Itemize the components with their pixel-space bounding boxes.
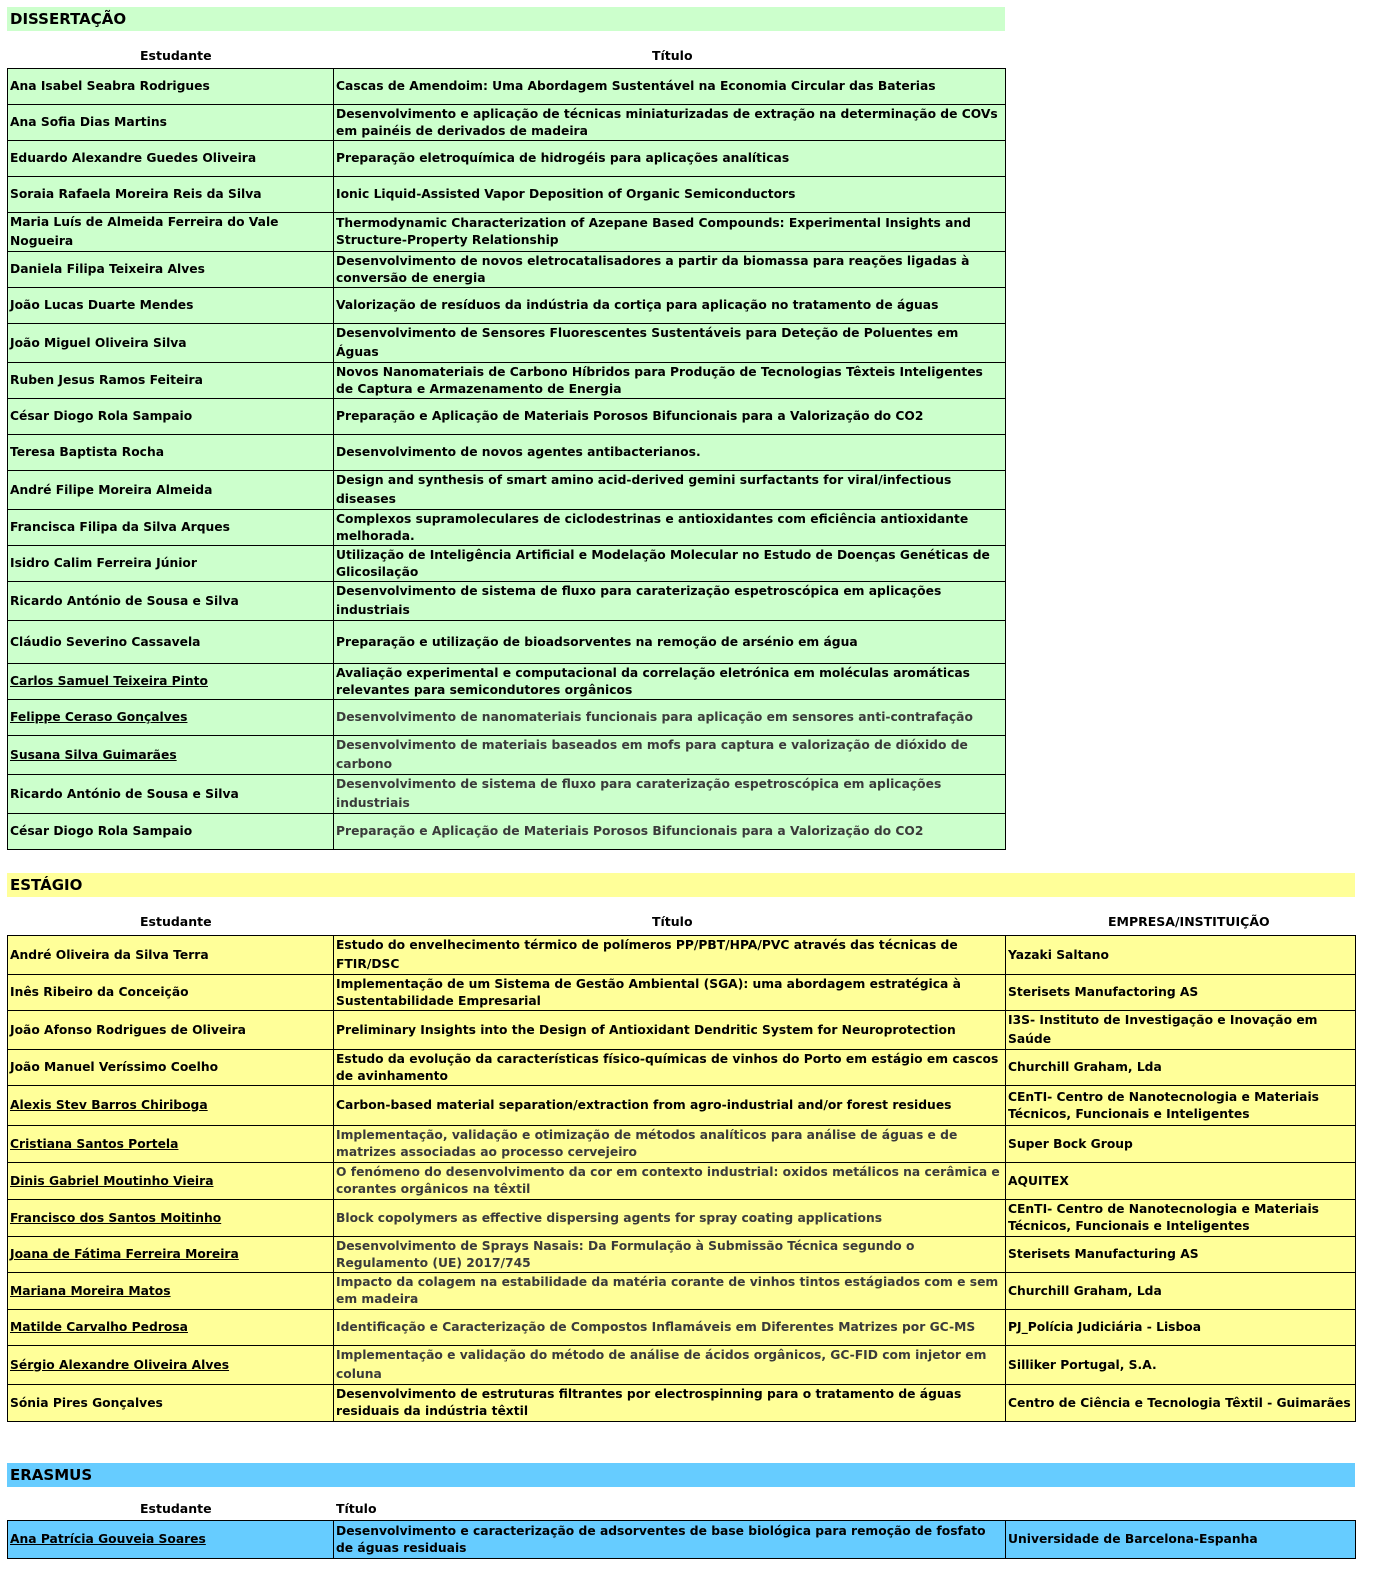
- table-row: [8, 1346, 1356, 1385]
- table-row: [8, 546, 1006, 582]
- table-row: [8, 324, 1006, 363]
- student-name: João Manuel Veríssimo Coelho: [8, 1050, 334, 1086]
- table-row: [8, 1163, 1356, 1200]
- company-name: AQUITEX: [1006, 1163, 1356, 1200]
- header-estudante: Estudante: [140, 48, 212, 63]
- table-row: [8, 700, 1006, 736]
- company-name: Centro de Ciência e Tecnologia Têxtil - Guimarães: [1006, 1385, 1356, 1422]
- student-name-link[interactable]: Susana Silva Guimarães: [8, 736, 334, 775]
- student-name: Ana Isabel Seabra Rodrigues: [8, 69, 334, 105]
- student-name: Daniela Filipa Teixeira Alves: [8, 252, 334, 288]
- table-row: [8, 736, 1006, 775]
- erasmus-table: [7, 1520, 1356, 1559]
- table-row: [8, 510, 1006, 546]
- thesis-title: Desenvolvimento de nanomateriais funcionais para aplicação em sensores anti-contrafação: [334, 700, 1006, 736]
- company-name: Super Bock Group: [1006, 1126, 1356, 1163]
- section-title-erasmus: ERASMUS: [7, 1463, 1355, 1487]
- thesis-title: Design and synthesis of smart amino acid-derived gemini surfactants for viral/infectious diseases: [334, 471, 1006, 510]
- thesis-title: Preparação e Aplicação de Materiais Porosos Bifuncionais para a Valorização do CO2: [334, 814, 1006, 850]
- thesis-title: Thermodynamic Characterization of Azepane Based Compounds: Experimental Insights and Structure-Property Relationship: [334, 213, 1006, 252]
- table-row: [8, 1310, 1356, 1346]
- thesis-title: Novos Nanomateriais de Carbono Híbridos para Produção de Tecnologias Têxteis Inteligentes de Captura e Armazenamento de Energia: [334, 363, 1006, 399]
- company-name: Sterisets Manufacturing AS: [1006, 1237, 1356, 1273]
- thesis-title: Desenvolvimento de Sensores Fluorescentes Sustentáveis para Deteção de Poluentes em Águas: [334, 324, 1006, 363]
- student-name: André Filipe Moreira Almeida: [8, 471, 334, 510]
- thesis-title: Desenvolvimento de sistema de fluxo para caraterização espetroscópica em aplicações industriais: [334, 775, 1006, 814]
- header-titulo: Título: [652, 914, 693, 929]
- student-name-link[interactable]: Ana Patrícia Gouveia Soares: [8, 1521, 334, 1559]
- table-row: [8, 105, 1006, 141]
- header-empresa: EMPRESA/INSTITUIÇÃO: [1108, 914, 1270, 929]
- company-name: Churchill Graham, Lda: [1006, 1273, 1356, 1310]
- table-row: [8, 252, 1006, 288]
- estagio-header-row: [7, 912, 1355, 932]
- table-row: [8, 1521, 1356, 1559]
- company-name: CEnTI- Centro de Nanotecnologia e Materiais Técnicos, Funcionais e Inteligentes: [1006, 1086, 1356, 1126]
- student-name: Cláudio Severino Cassavela: [8, 621, 334, 664]
- table-row: [8, 69, 1006, 105]
- student-name-link[interactable]: Sérgio Alexandre Oliveira Alves: [8, 1346, 334, 1385]
- student-name: César Diogo Rola Sampaio: [8, 399, 334, 435]
- table-row: [8, 363, 1006, 399]
- table-row: [8, 814, 1006, 850]
- table-row: [8, 975, 1356, 1011]
- dissertacao-table: [7, 68, 1006, 850]
- student-name: João Afonso Rodrigues de Oliveira: [8, 1011, 334, 1050]
- table-row: [8, 288, 1006, 324]
- table-row: [8, 664, 1006, 700]
- table-row: [8, 621, 1006, 664]
- student-name: Soraia Rafaela Moreira Reis da Silva: [8, 177, 334, 213]
- student-name: Ricardo António de Sousa e Silva: [8, 582, 334, 621]
- student-name-link[interactable]: Carlos Samuel Teixeira Pinto: [8, 664, 334, 700]
- student-name: Ricardo António de Sousa e Silva: [8, 775, 334, 814]
- thesis-title: Complexos supramoleculares de ciclodestrinas e antioxidantes com eficiência antioxidante melhorada.: [334, 510, 1006, 546]
- table-row: [8, 1050, 1356, 1086]
- internship-title: Implementação e validação do método de análise de ácidos orgânicos, GC-FID com injetor em coluna: [334, 1346, 1006, 1385]
- company-name: PJ_Polícia Judiciária - Lisboa: [1006, 1310, 1356, 1346]
- internship-title: Desenvolvimento de estruturas filtrantes por electrospinning para o tratamento de águas residuais da indústria têxtil: [334, 1385, 1006, 1422]
- student-name: César Diogo Rola Sampaio: [8, 814, 334, 850]
- student-name: Ana Sofia Dias Martins: [8, 105, 334, 141]
- table-row: [8, 1237, 1356, 1273]
- internship-title: O fenómeno do desenvolvimento da cor em contexto industrial: oxidos metálicos na cerâmica e corantes orgânicos na têxtil: [334, 1163, 1006, 1200]
- thesis-title: Desenvolvimento de novos agentes antibacterianos.: [334, 435, 1006, 471]
- table-row: [8, 1200, 1356, 1237]
- table-row: [8, 936, 1356, 975]
- thesis-title: Desenvolvimento de novos eletrocatalisadores a partir da biomassa para reações ligadas à conversão de energia: [334, 252, 1006, 288]
- thesis-title: Valorização de resíduos da indústria da cortiça para aplicação no tratamento de águas: [334, 288, 1006, 324]
- table-row: [8, 1385, 1356, 1422]
- internship-title: Preliminary Insights into the Design of Antioxidant Dendritic System for Neuroprotection: [334, 1011, 1006, 1050]
- student-name-link[interactable]: Matilde Carvalho Pedrosa: [8, 1310, 334, 1346]
- thesis-title: Avaliação experimental e computacional da correlação eletrónica em moléculas aromáticas relevantes para semicondutores orgânicos: [334, 664, 1006, 700]
- header-titulo: Título: [336, 1501, 377, 1516]
- header-titulo: Título: [652, 48, 693, 63]
- internship-title: Estudo da evolução da características físico-químicas de vinhos do Porto em estágio em cascos de avinhamento: [334, 1050, 1006, 1086]
- table-row: [8, 471, 1006, 510]
- internship-title: Impacto da colagem na estabilidade da matéria corante de vinhos tintos estágiados com e sem em madeira: [334, 1273, 1006, 1310]
- student-name: Ruben Jesus Ramos Feiteira: [8, 363, 334, 399]
- thesis-title: Desenvolvimento e aplicação de técnicas miniaturizadas de extração na determinação de COVs em painéis de derivados de madeira: [334, 105, 1006, 141]
- table-row: [8, 213, 1006, 252]
- student-name: João Miguel Oliveira Silva: [8, 324, 334, 363]
- table-row: [8, 582, 1006, 621]
- thesis-title: Preparação e utilização de bioadsorventes na remoção de arsénio em água: [334, 621, 1006, 664]
- student-name-link[interactable]: Joana de Fátima Ferreira Moreira: [8, 1237, 334, 1273]
- internship-title: Identificação e Caracterização de Compostos Inflamáveis em Diferentes Matrizes por GC-MS: [334, 1310, 1006, 1346]
- table-row: [8, 177, 1006, 213]
- company-name: Churchill Graham, Lda: [1006, 1050, 1356, 1086]
- company-name: I3S- Instituto de Investigação e Inovação em Saúde: [1006, 1011, 1356, 1050]
- company-name: Sterisets Manufactoring AS: [1006, 975, 1356, 1011]
- student-name: André Oliveira da Silva Terra: [8, 936, 334, 975]
- student-name: Sónia Pires Gonçalves: [8, 1385, 334, 1422]
- student-name: Inês Ribeiro da Conceição: [8, 975, 334, 1011]
- student-name-link[interactable]: Cristiana Santos Portela: [8, 1126, 334, 1163]
- student-name: Isidro Calim Ferreira Júnior: [8, 546, 334, 582]
- student-name: Maria Luís de Almeida Ferreira do Vale Nogueira: [8, 213, 334, 252]
- thesis-title: Ionic Liquid-Assisted Vapor Deposition of Organic Semiconductors: [334, 177, 1006, 213]
- student-name-link[interactable]: Felippe Ceraso Gonçalves: [8, 700, 334, 736]
- thesis-title: Preparação eletroquímica de hidrogéis para aplicações analíticas: [334, 141, 1006, 177]
- header-estudante: Estudante: [140, 914, 212, 929]
- erasmus-header-row: [7, 1499, 1355, 1519]
- table-row: [8, 435, 1006, 471]
- student-name: Francisca Filipa da Silva Arques: [8, 510, 334, 546]
- internship-title: Carbon-based material separation/extraction from agro-industrial and/or forest residues: [334, 1086, 1006, 1126]
- table-row: [8, 1273, 1356, 1310]
- internship-title: Block copolymers as effective dispersing agents for spray coating applications: [334, 1200, 1006, 1237]
- estagio-table: [7, 935, 1356, 1422]
- table-row: [8, 399, 1006, 435]
- thesis-title: Desenvolvimento de materiais baseados em mofs para captura e valorização de dióxido de carbono: [334, 736, 1006, 775]
- header-estudante: Estudante: [140, 1501, 212, 1516]
- table-row: [8, 1011, 1356, 1050]
- university-name: Universidade de Barcelona-Espanha: [1006, 1521, 1356, 1559]
- internship-title: Implementação, validação e otimização de métodos analíticos para análise de águas e de matrizes associadas ao processo cervejeiro: [334, 1126, 1006, 1163]
- student-name-link[interactable]: Alexis Stev Barros Chiriboga: [8, 1086, 334, 1126]
- company-name: CEnTI- Centro de Nanotecnologia e Materiais Técnicos, Funcionais e Inteligentes: [1006, 1200, 1356, 1237]
- company-name: Silliker Portugal, S.A.: [1006, 1346, 1356, 1385]
- table-row: [8, 1086, 1356, 1126]
- thesis-title: Cascas de Amendoim: Uma Abordagem Sustentável na Economia Circular das Baterias: [334, 69, 1006, 105]
- company-name: Yazaki Saltano: [1006, 936, 1356, 975]
- table-row: [8, 775, 1006, 814]
- table-row: [8, 1126, 1356, 1163]
- student-name-link[interactable]: Mariana Moreira Matos: [8, 1273, 334, 1310]
- table-row: [8, 141, 1006, 177]
- internship-title: Desenvolvimento de Sprays Nasais: Da Formulação à Submissão Técnica segundo o Regulamento (UE) 2017/745: [334, 1237, 1006, 1273]
- student-name: João Lucas Duarte Mendes: [8, 288, 334, 324]
- erasmus-title: Desenvolvimento e caracterização de adsorventes de base biológica para remoção de fosfato de águas residuais: [334, 1521, 1006, 1559]
- thesis-title: Desenvolvimento de sistema de fluxo para caraterização espetroscópica em aplicações industriais: [334, 582, 1006, 621]
- thesis-title: Utilização de Inteligência Artificial e Modelação Molecular no Estudo de Doenças Genéticas de Glicosilação: [334, 546, 1006, 582]
- section-title-estagio: ESTÁGIO: [7, 873, 1355, 897]
- student-name-link[interactable]: Dinis Gabriel Moutinho Vieira: [8, 1163, 334, 1200]
- student-name: Teresa Baptista Rocha: [8, 435, 334, 471]
- section-title-dissertacao: DISSERTAÇÃO: [7, 7, 1005, 31]
- thesis-title: Preparação e Aplicação de Materiais Porosos Bifuncionais para a Valorização do CO2: [334, 399, 1006, 435]
- student-name-link[interactable]: Francisco dos Santos Moitinho: [8, 1200, 334, 1237]
- student-name: Eduardo Alexandre Guedes Oliveira: [8, 141, 334, 177]
- internship-title: Implementação de um Sistema de Gestão Ambiental (SGA): uma abordagem estratégica à Sustentabilidade Empresarial: [334, 975, 1006, 1011]
- internship-title: Estudo do envelhecimento térmico de polímeros PP/PBT/HPA/PVC através das técnicas de FTIR/DSC: [334, 936, 1006, 975]
- dissertacao-header-row: [7, 46, 1005, 66]
